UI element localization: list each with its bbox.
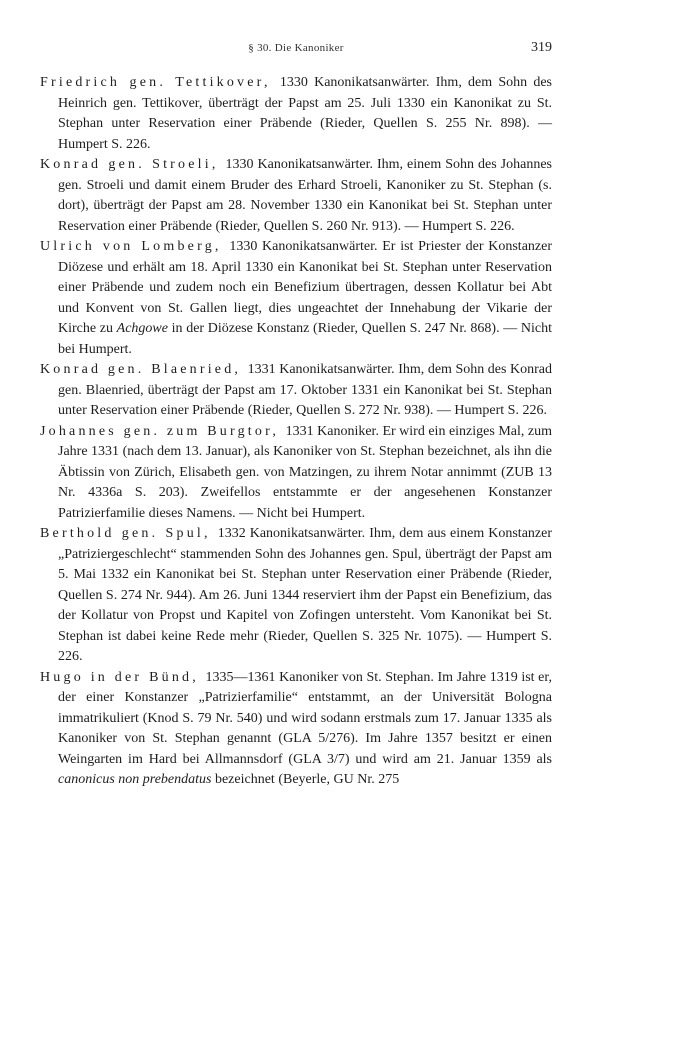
- entry-konrad-stroeli: [40, 155, 552, 237]
- entry-italic-place: Achgowe: [116, 321, 168, 336]
- entry-text: 1331 Kanonikatsanwärter. Ihm, dem Sohn des Konrad gen. Blaenried, überträgt der Papst am 17. Oktober 1331 ein Kanonikat bei St. Stephan unter Reservation einer Präbende (Rieder, Quellen S. 272 Nr. 938). — Humpert S. 226.: [58, 362, 552, 418]
- entry-friedrich-tettikover: [40, 73, 552, 155]
- entry-text: 1332 Kanonikatsanwärter. Ihm, dem aus einem Konstanzer „Patriziergeschlecht“ stammenden Sohn des Johannes gen. Spul, überträgt der Papst am 5. Mai 1332 ein Kanonikat bei St. Stephan unter Reservation einer Präbende (Rieder, Quellen S. 274 Nr. 944). Am 26. Juni 1344 reserviert ihm der Papst ein Benefizium, das der Kollatur von Propst und Kapitel von Zofingen untersteht. Vom Kanonikat bei St. Stephan ist dabei keine Rede mehr (Rieder, Quellen S. 325 Nr. 1075). — Humpert S. 226.: [58, 526, 552, 664]
- running-head: § 30. Die Kanoniker: [248, 42, 344, 54]
- entry-konrad-blaenried: [40, 360, 552, 422]
- entry-name: Ulrich von Lomberg,: [40, 239, 222, 254]
- entry-name: Konrad gen. Stroeli,: [40, 157, 219, 172]
- entry-ulrich-lomberg: [40, 237, 552, 360]
- entry-text-continued: bezeichnet (Beyerle, GU Nr. 275: [214, 772, 400, 787]
- entry-name: Berthold gen. Spul,: [40, 526, 211, 541]
- entry-text: 1331 Kanoniker. Er wird ein einziges Mal, zum Jahre 1331 (nach dem 13. Januar), als Kanoniker von St. Stephan bezeichnet, als ihn die Äbtissin von Zürich, Elisabeth gen. von Matzingen, zu ihrem Notar annimmt (ZUB 13 Nr. 4336a S. 203). Zweifellos entstammte er der angesehenen Konstanzer Patrizierfamilie dieses Namens. — Nicht bei Humpert.: [58, 423, 552, 521]
- page-header: [40, 28, 552, 64]
- entry-johannes-burgtor: [40, 422, 552, 525]
- entry-berthold-spul: [40, 524, 552, 668]
- entry-name: Konrad gen. Blaenried,: [40, 362, 242, 377]
- entry-text-continued: in der Diözese Konstanz (Rieder, Quellen S. 247 Nr. 868). — Nicht bei Humpert.: [58, 321, 553, 357]
- entry-text: 1330 Kanonikatsanwärter. Er ist Priester der Konstanzer Diözese und erhält am 18. April 1330 ein Kanonikat bei St. Stephan unter Reservation einer Präbende und zudem noch ein Benefizium übertragen, dessen Kollatur bei Abt und Konvent von St. Gallen liegt, dies ungeachtet der Innehabung der Vikarie der Kirche zu: [58, 239, 552, 336]
- book-page: [40, 28, 553, 787]
- entry-italic-phrase: canonicus non prebendatus: [58, 772, 212, 787]
- canon-entries: [40, 73, 552, 791]
- entry-text: 1330 Kanonikatsanwärter. Ihm, dem Sohn des Heinrich gen. Tettikover, überträgt der Papst am 25. Juli 1330 ein Kanonikat zu St. Stephan unter Reservation einer Präbende (Rieder, Quellen S. 255 Nr. 898). — Humpert S. 226.: [58, 75, 552, 152]
- entry-name: Hugo in der Bünd,: [40, 669, 199, 685]
- entry-text: 1335—1361 Kanoniker von St. Stephan. Im Jahre 1319 ist er, der einer Konstanzer „Patrizierfamilie“ entstammt, an der Universität Bologna immatrikuliert (Knod S. 79 Nr. 540) und wird sodann erstmals zum 17. Januar 1335 als Kanoniker von St. Stephan genannt (GLA 5/276). Im Jahre 1357 besitzt er einen Weingarten im Hard bei Allmannsdorf (GLA 3/7) und wird am 21. Januar 1359 als: [58, 669, 552, 767]
- entry-text: 1330 Kanonikatsanwärter. Ihm, einem Sohn des Johannes gen. Stroeli und damit einem Bruder des Erhard Stroeli, Kanoniker zu St. Stephan (s. dort), überträgt der Papst am 28. November 1330 ein Kanonikat bei St. Stephan unter Reservation einer Präbende (Rieder, Quellen S. 260 Nr. 913). — Humpert S. 226.: [58, 157, 553, 234]
- page-number: 319: [531, 40, 552, 55]
- entry-hugo-buend: [40, 668, 552, 791]
- entry-name: Friedrich gen. Tettikover,: [40, 75, 271, 90]
- entry-name: Johannes gen. zum Burgtor,: [40, 423, 280, 439]
